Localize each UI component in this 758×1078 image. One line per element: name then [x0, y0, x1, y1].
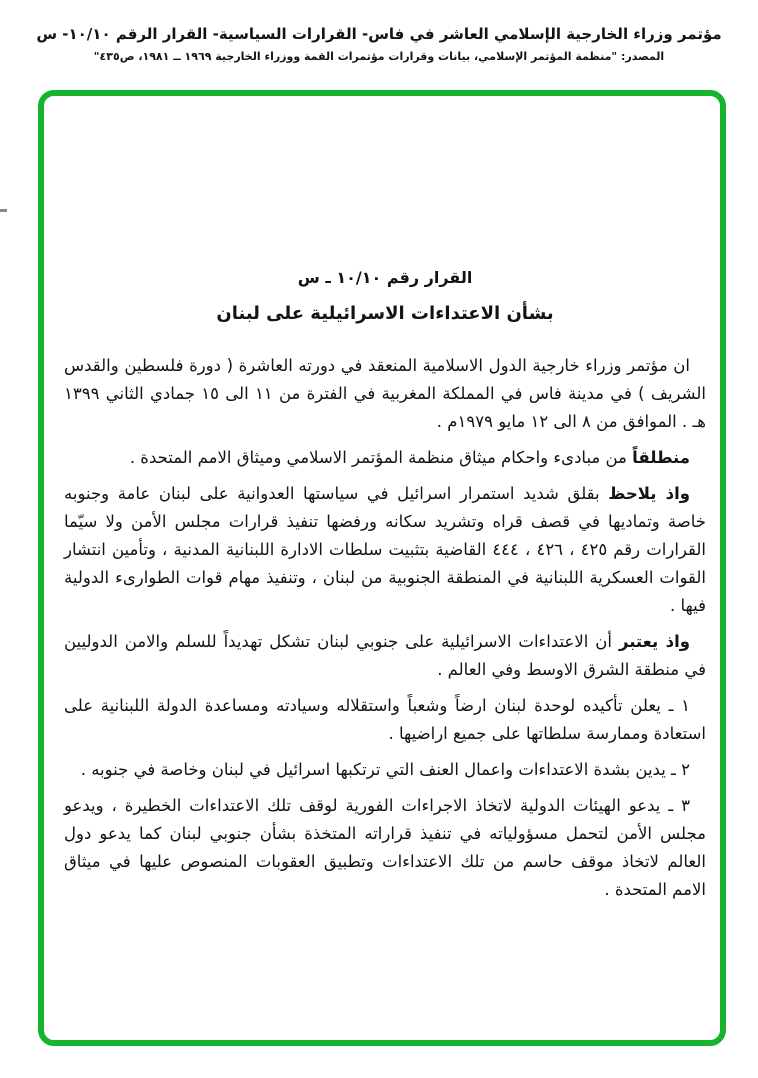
scan-margin-mark — [0, 209, 7, 212]
paragraph-text: من مبادىء واحكام ميثاق منظمة المؤتمر الاسلامي وميثاق الامم المتحدة . — [129, 448, 627, 467]
paragraph-noting — [64, 480, 706, 620]
paragraph-preamble — [64, 352, 706, 436]
paragraph-text: ان مؤتمر وزراء خارجية الدول الاسلامية المنعقد في دورته العاشرة ( دورة فلسطين والقدس الشريف ) في مدينة فاس في المملكة المغربية في الفترة من ١١ الى ١٥ جمادي الثاني ١٣٩٩ هـ . الموافق من ٨ الى ١٢ مايو ١٩٧٩م . — [64, 356, 706, 431]
resolution-subject-title: بشأن الاعتداءات الاسرائيلية على لبنان — [216, 303, 554, 324]
resolution-number-title: القرار رقم ١٠/١٠ ـ س — [297, 268, 473, 287]
document-content — [44, 96, 720, 904]
resolution-item-2 — [64, 756, 706, 784]
document-frame — [38, 90, 726, 1046]
paragraph-text: ٢ ـ يدين بشدة الاعتداءات واعمال العنف التي ترتكبها اسرائيل في لبنان وخاصة في جنوبه . — [80, 760, 690, 779]
resolution-item-1 — [64, 692, 706, 748]
paragraph-text: ١ ـ يعلن تأكيده لوحدة لبنان ارضاً وشعباً واستقلاله وسيادته ومساعدة الدولة اللبنانية على استعادة وممارسة سلطاتها على جميع اراضيها . — [64, 696, 706, 743]
paragraph-text: أن الاعتداءات الاسرائيلية على جنوبي لبنان تشكل تهديداً للسلم والامن الدوليين في منطقة الشرق الاوسط وفي العالم . — [64, 632, 706, 679]
header-source-citation: المصدر: "منظمة المؤتمر الإسلامي، بيانات وقرارات مؤتمرات القمة ووزراء الخارجية ١٩٦٩ ــ ١٩٨١، ص٤٣٥" — [93, 50, 665, 63]
paragraph-lead: واذ يلاحظ — [608, 484, 690, 503]
paragraph-text: ٣ ـ يدعو الهيئات الدولية لاتخاذ الاجراءات الفورية لوقف تلك الاعتداءات الخطيرة ، ويدعو مجلس الأمن لتحمل مسؤولياته في تنفيذ قراراته المتخذة بشأن جنوبي لبنان كما يدعو دول العالم لاتخاذ موقف حاسم من تلك الاعتداءات وتطبيق العقوبات المنصوص عليها في ميثاق الامم المتحدة . — [64, 796, 706, 899]
paragraph-lead: منطلقاً — [632, 448, 690, 467]
document-header — [0, 25, 758, 63]
paragraph-considering — [64, 628, 706, 684]
header-source-title: مؤتمر وزراء الخارجية الإسلامي العاشر في فاس- القرارات السياسية- القرار الرقم ١٠/١٠- س — [36, 25, 722, 43]
resolution-item-3 — [64, 792, 706, 904]
paragraph-text: بقلق شديد استمرار اسرائيل في سياستها العدوانية على لبنان عامة وجنوبه خاصة وتماديها في قصف قراه وتشريد سكانه ورفضها تنفيذ قرارات مجلس الأمن ولا سيّما القرارات رقم ٤٢٥ ، ٤٢٦ ، ٤٤٤ القاضية بتثبيت سلطات الادارة اللبنانية المدنية ، وتأمين انتشار القوات العسكرية اللبنانية في المنطقة الجنوبية من لبنان ، وتنفيذ مهام قوات الطوارىء الدولية فيها . — [64, 484, 706, 615]
resolution-body — [64, 352, 706, 904]
paragraph-lead: واذ يعتبر — [618, 632, 690, 651]
paragraph-charter — [64, 444, 706, 472]
